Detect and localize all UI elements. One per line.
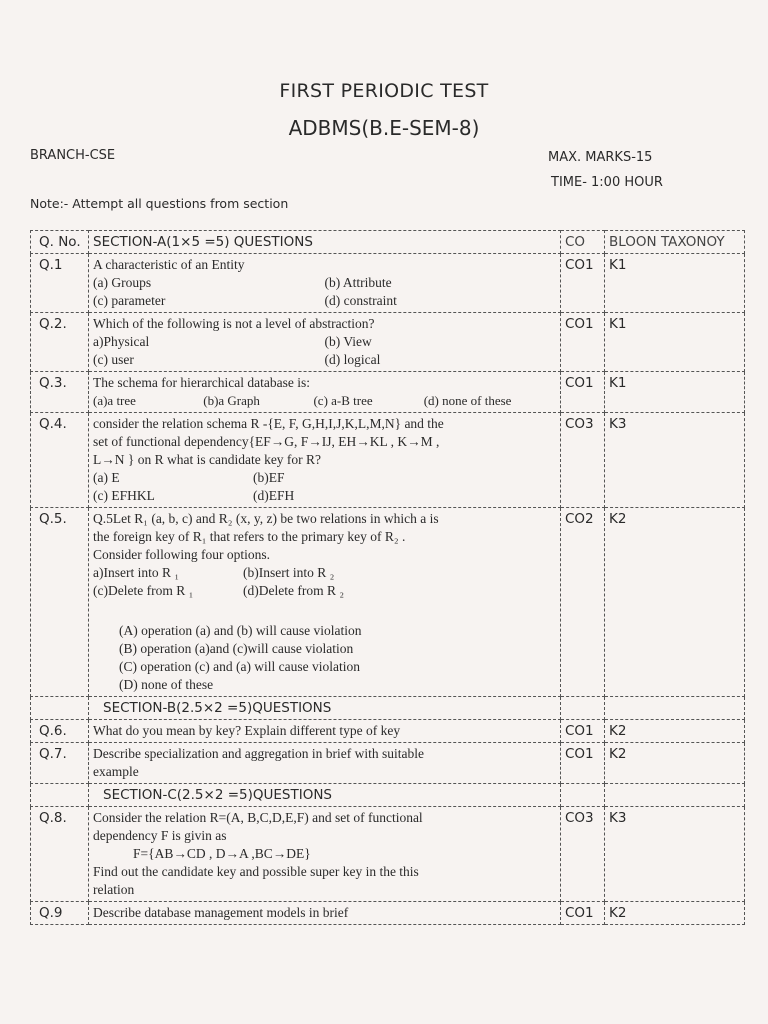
question-number: Q.6. — [31, 720, 89, 743]
section-c-row — [31, 784, 745, 807]
question-text-line: Find out the candidate key and possible super key in the this — [93, 864, 419, 879]
question-text-line: Describe specialization and aggregation in brief with suitable — [93, 746, 425, 761]
question-row-9 — [31, 902, 745, 925]
bloom-level: K3 — [605, 413, 745, 508]
option-d: (d)EFH — [253, 488, 295, 503]
question-text-line: Consider following four options. — [93, 547, 270, 562]
co-header: CO — [561, 231, 605, 254]
choice-C: (C) operation (c) and (a) will cause violation — [119, 659, 361, 674]
bloom-level: K2 — [605, 720, 745, 743]
question-body — [89, 508, 561, 697]
question-number: Q.1 — [31, 254, 89, 313]
option-b: (b) View — [324, 334, 372, 349]
course-outcome: CO1 — [561, 743, 605, 784]
choice-A: (A) operation (a) and (b) will cause violation — [119, 623, 362, 638]
branch-label: BRANCH-CSE — [30, 148, 116, 163]
question-text-line: example — [93, 764, 139, 779]
bloom-header: BLOON TAXONOY — [605, 231, 745, 254]
option-a: (a) E — [93, 470, 120, 485]
option-a: a)Physical — [93, 334, 150, 349]
question-number: Q.7. — [31, 743, 89, 784]
choice-D: (D) none of these — [119, 677, 214, 692]
question-text-line: the foreign key of R₁ that refers to the primary key of R₂ . — [93, 529, 406, 544]
question-row-1 — [31, 254, 745, 313]
question-row-5 — [31, 508, 745, 697]
section-b-row — [31, 697, 745, 720]
option-d: (d) logical — [324, 352, 381, 367]
option-a: (a)a tree — [93, 393, 136, 408]
time-label: TIME- 1:00 HOUR — [551, 175, 663, 190]
option-c: (c) parameter — [93, 293, 166, 308]
table-header-row — [31, 231, 745, 254]
option-d: (d) none of these — [423, 393, 512, 408]
question-number: Q.2. — [31, 313, 89, 372]
question-number: Q.3. — [31, 372, 89, 413]
option-b: (b)a Graph — [203, 393, 260, 408]
course-outcome: CO1 — [561, 720, 605, 743]
question-body — [89, 807, 561, 902]
choice-B: (B) operation (a)and (c)will cause violation — [119, 641, 354, 656]
qno-header: Q. No. — [31, 231, 89, 254]
bloom-level: K3 — [605, 807, 745, 902]
option-c: (c) a-B tree — [313, 393, 373, 408]
question-row-4 — [31, 413, 745, 508]
option-b: (b)EF — [253, 470, 285, 485]
question-number: Q.4. — [31, 413, 89, 508]
question-text: What do you mean by key? Explain different type of key — [89, 720, 561, 743]
question-number: Q.8. — [31, 807, 89, 902]
option-b: (b)Insert into R ₂ — [243, 565, 335, 580]
section-c-title: SECTION-C(2.5×2 =5)QUESTIONS — [89, 784, 561, 807]
question-text-line: consider the relation schema R -{E, F, G,H,I,J,K,L,M,N} and the — [93, 416, 444, 431]
question-number: Q.5. — [31, 508, 89, 697]
question-text: The schema for hierarchical database is: — [93, 375, 311, 390]
question-text-line: F={AB→CD , D→A ,BC→DE} — [133, 846, 311, 861]
question-text-line: relation — [93, 882, 135, 897]
option-a: a)Insert into R ₁ — [93, 565, 180, 580]
question-text: Which of the following is not a level of abstraction? — [93, 316, 375, 331]
course-outcome: CO1 — [561, 254, 605, 313]
question-text-line: L→N } on R what is candidate key for R? — [93, 452, 322, 467]
question-row-7 — [31, 743, 745, 784]
option-c: (c) user — [93, 352, 134, 367]
question-body — [89, 313, 561, 372]
question-text-line: Consider the relation R=(A, B,C,D,E,F) and set of functional — [93, 810, 423, 825]
option-c: (c)Delete from R ₁ — [93, 583, 194, 598]
course-outcome: CO1 — [561, 372, 605, 413]
question-text: Describe database management models in brief — [89, 902, 561, 925]
question-text: A characteristic of an Entity — [93, 257, 245, 272]
instructions-note: Note:- Attempt all questions from section — [30, 196, 289, 211]
bloom-level: K2 — [605, 743, 745, 784]
course-outcome: CO2 — [561, 508, 605, 697]
course-outcome: CO3 — [561, 413, 605, 508]
question-row-6 — [31, 720, 745, 743]
question-body — [89, 413, 561, 508]
option-c: (c) EFHKL — [93, 488, 155, 503]
bloom-level: K1 — [605, 313, 745, 372]
bloom-level: K1 — [605, 254, 745, 313]
question-text-line: Q.5Let R₁ (a, b, c) and R₂ (x, y, z) be two relations in which a is — [93, 511, 439, 526]
option-d: (d)Delete from R ₂ — [243, 583, 345, 598]
question-text-line: set of functional dependency{EF→G, F→IJ, EH→KL , K→M , — [93, 434, 440, 449]
question-row-2 — [31, 313, 745, 372]
option-b: (b) Attribute — [324, 275, 392, 290]
bloom-level: K2 — [605, 508, 745, 697]
course-outcome: CO3 — [561, 807, 605, 902]
question-number: Q.9 — [31, 902, 89, 925]
option-a: (a) Groups — [93, 275, 152, 290]
section-a-header: SECTION-A(1×5 =5) QUESTIONS — [89, 231, 561, 254]
question-row-3 — [31, 372, 745, 413]
course-outcome: CO1 — [561, 313, 605, 372]
max-marks-label: MAX. MARKS-15 — [548, 150, 653, 165]
question-text-line: dependency F is givin as — [93, 828, 227, 843]
course-outcome: CO1 — [561, 902, 605, 925]
section-b-title: SECTION-B(2.5×2 =5)QUESTIONS — [89, 697, 561, 720]
subject-title: ADBMS(B.E-SEM-8) — [288, 116, 480, 140]
question-body — [89, 254, 561, 313]
option-d: (d) constraint — [324, 293, 397, 308]
bloom-level: K1 — [605, 372, 745, 413]
question-body — [89, 743, 561, 784]
test-title: FIRST PERIODIC TEST — [279, 80, 489, 102]
bloom-level: K2 — [605, 902, 745, 925]
question-row-8 — [31, 807, 745, 902]
question-table — [30, 230, 745, 925]
question-body — [89, 372, 561, 413]
